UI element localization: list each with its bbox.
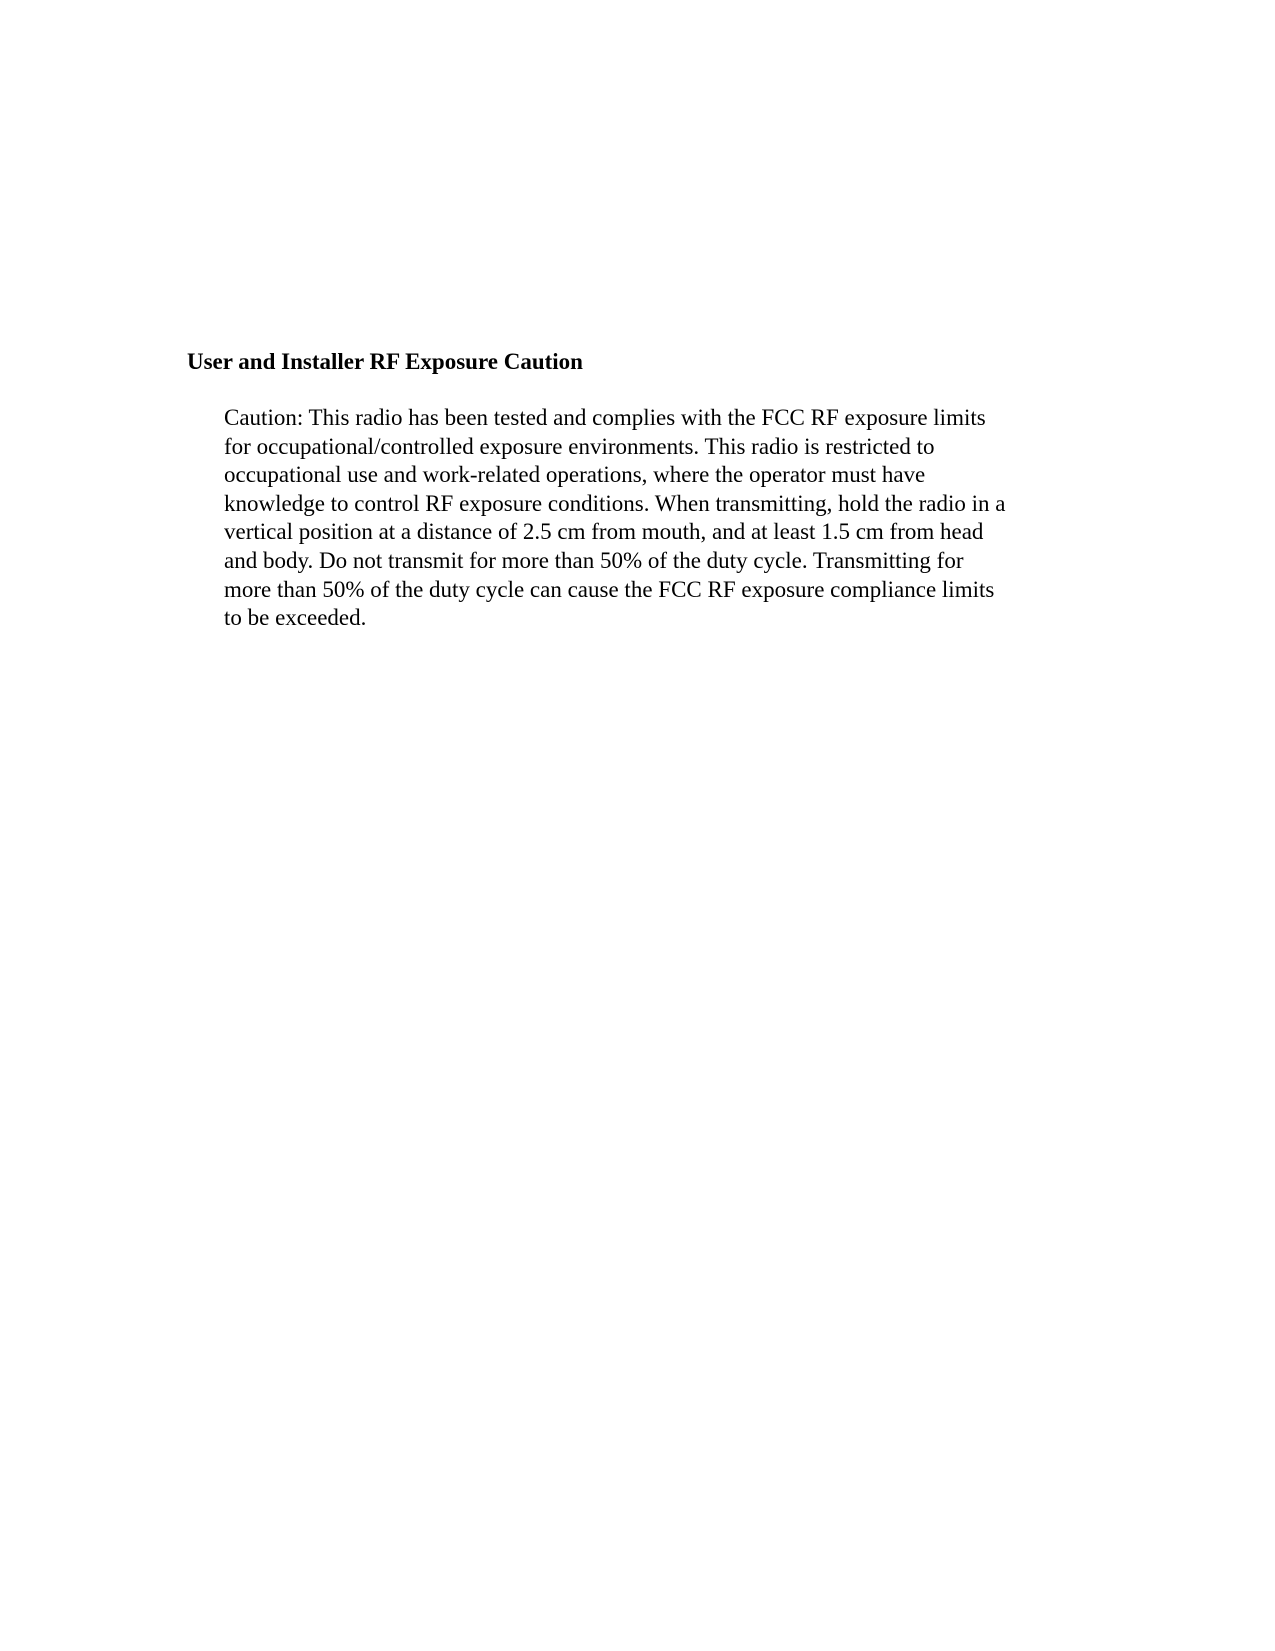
caution-line: and body. Do not transmit for more than 50% of the duty cycle. Transmitting for <box>224 547 964 573</box>
caution-line: Caution: This radio has been tested and complies with the FCC RF exposure limits <box>224 405 986 430</box>
caution-line: more than 50% of the duty cycle can cause the FCC RF exposure compliance limits <box>224 576 995 602</box>
section-heading: User and Installer RF Exposure Caution <box>187 349 583 374</box>
caution-line: for occupational/controlled exposure environments. This radio is restricted to <box>224 433 935 459</box>
caution-line: knowledge to control RF exposure conditions. When transmitting, hold the radio in a <box>224 490 1006 516</box>
caution-paragraph <box>224 404 1074 633</box>
caution-line: occupational use and work-related operations, where the operator must have <box>224 462 926 488</box>
caution-line: to be exceeded. <box>224 605 367 631</box>
caution-line: vertical position at a distance of 2.5 cm from mouth, and at least 1.5 cm from head <box>224 519 984 545</box>
